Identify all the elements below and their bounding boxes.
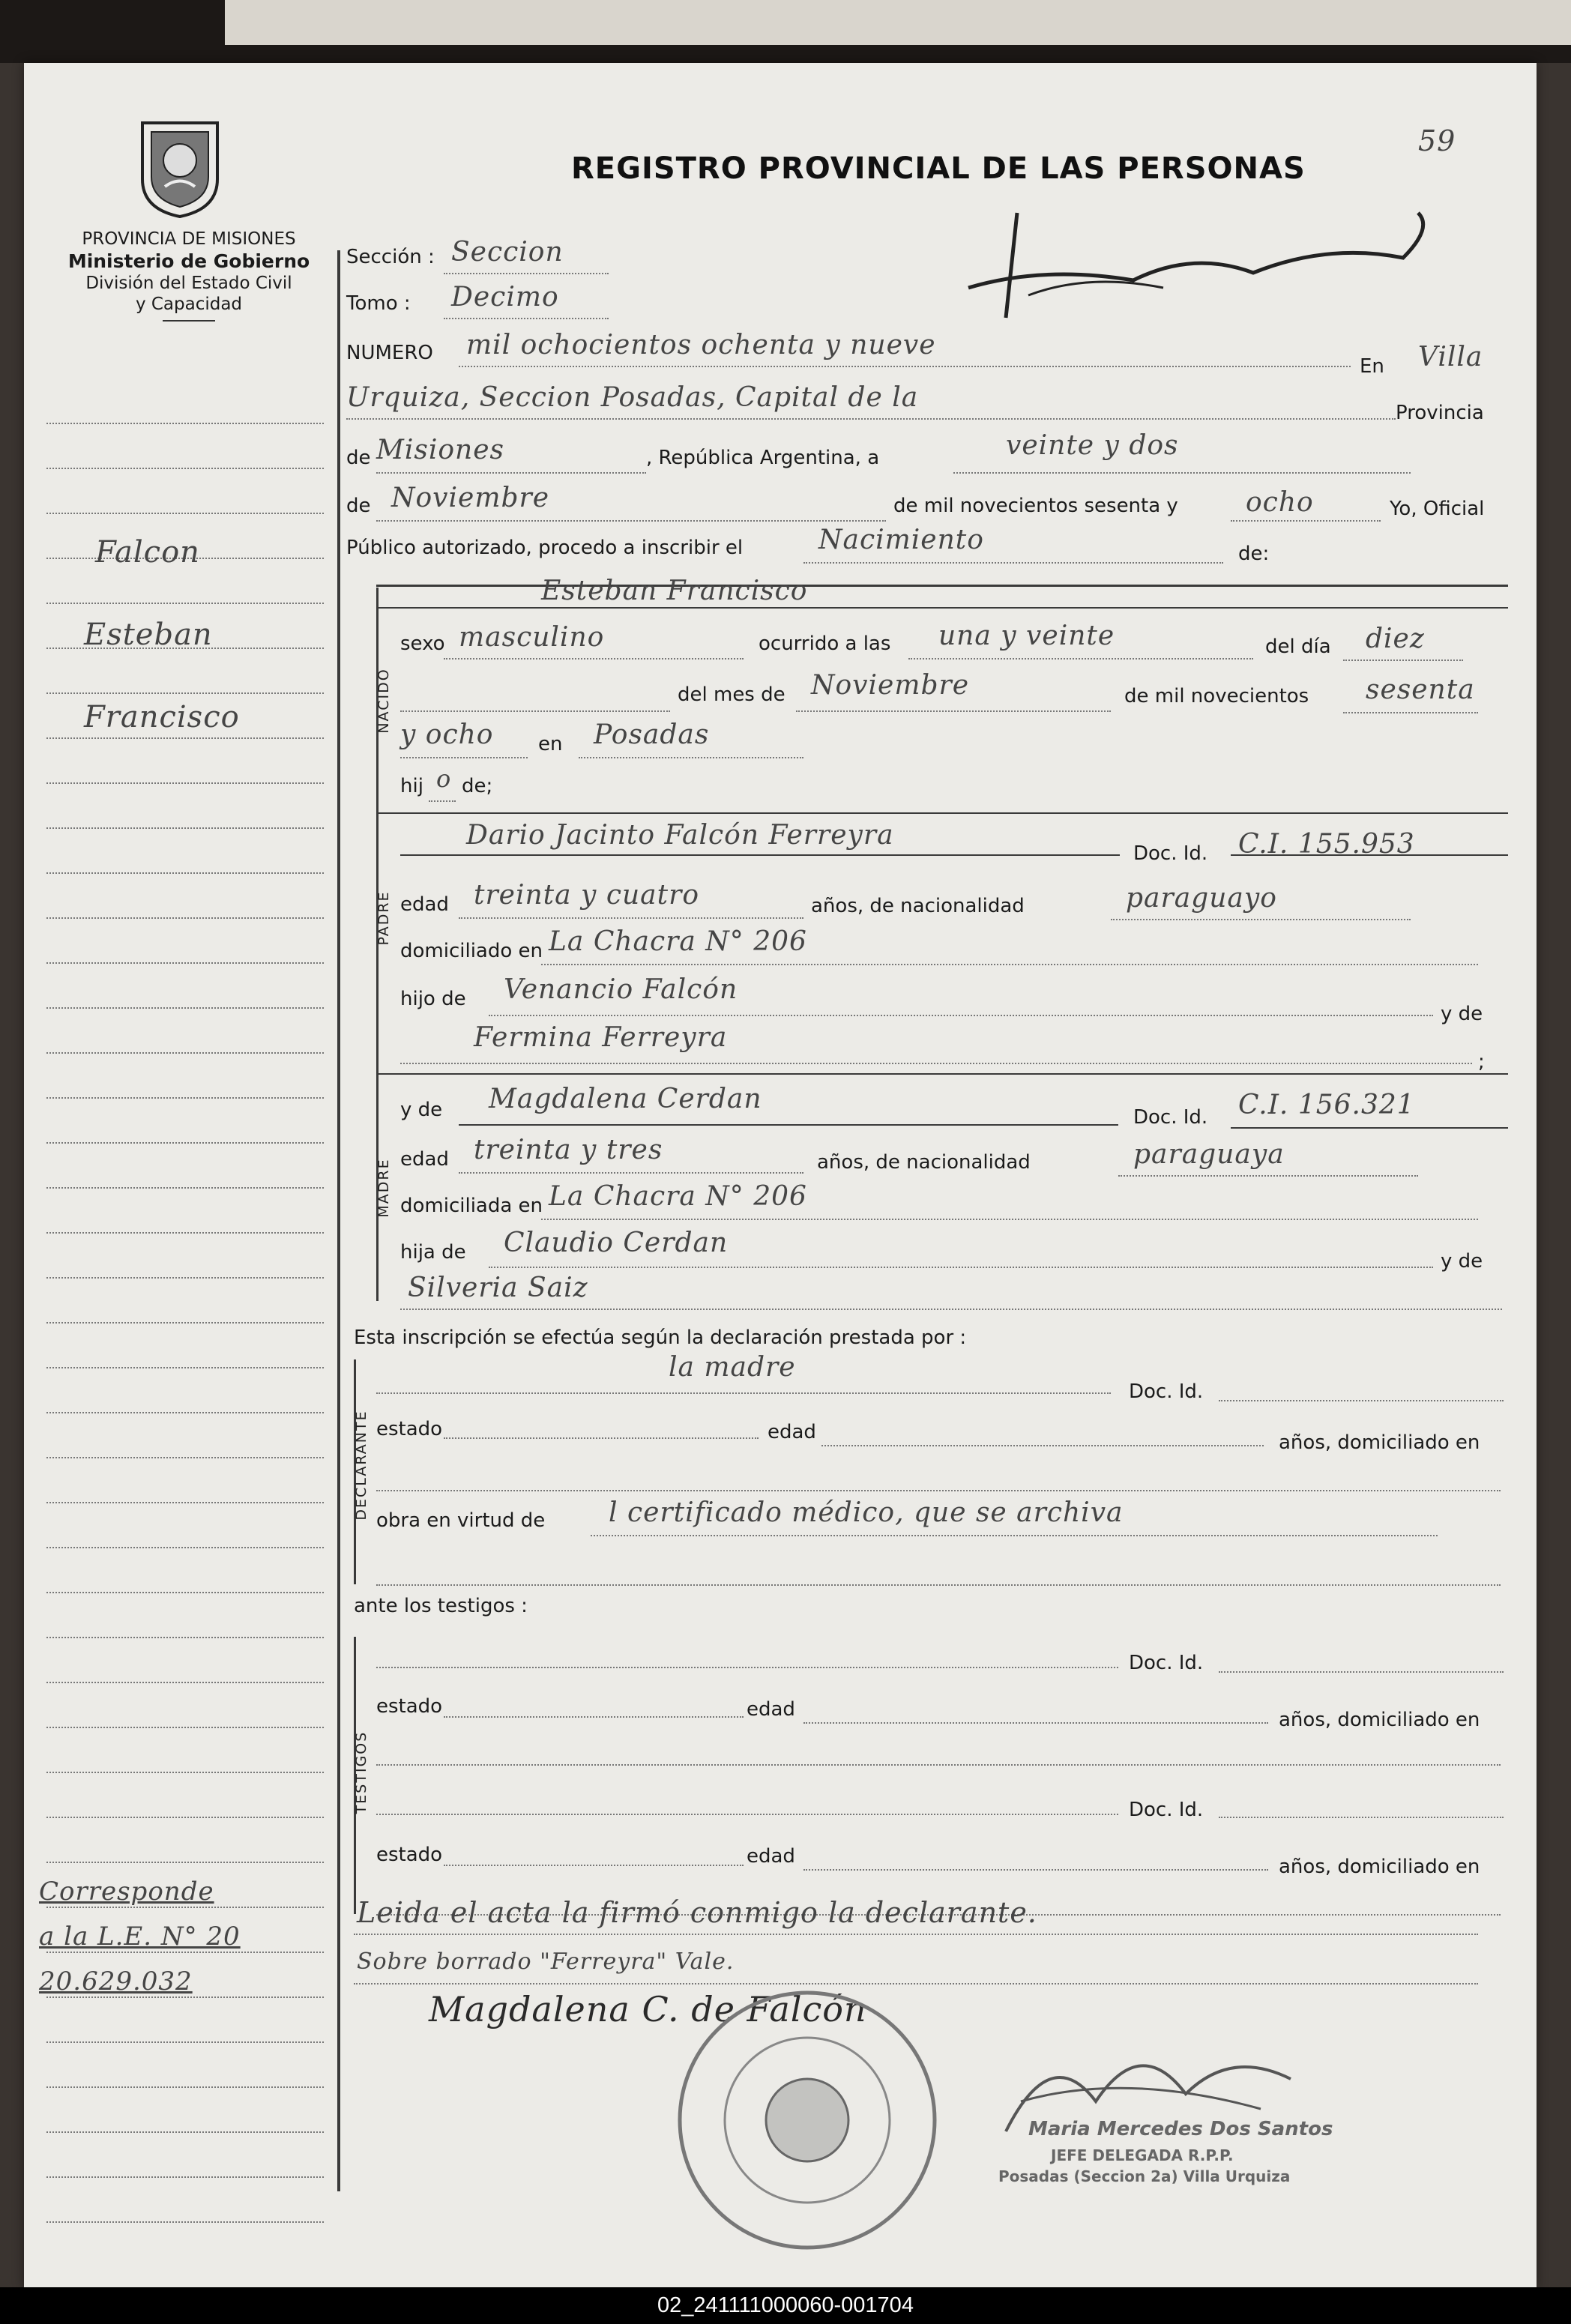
madre-doc-value: C.I. 156.321 bbox=[1238, 1090, 1415, 1120]
testigo1-estado-label: estado bbox=[376, 1695, 443, 1718]
leida-line-2: Sobre borrado "Ferreyra" Vale. bbox=[357, 1949, 735, 1975]
padre-y-de-label: y de bbox=[1441, 1003, 1483, 1025]
madre-y-de-label: y de bbox=[400, 1099, 443, 1121]
en-value: Villa bbox=[1418, 342, 1483, 372]
margin-corr-3: 20.629.032 bbox=[39, 1967, 193, 1996]
margin-rule bbox=[46, 1996, 324, 1998]
capacity-label: y Capacidad bbox=[135, 295, 243, 314]
obra-value: l certificado médico, que se archiva bbox=[609, 1497, 1124, 1528]
page-number: 59 bbox=[1418, 124, 1456, 157]
margin-name-1: Esteban bbox=[84, 618, 213, 652]
hora-value: una y veinte bbox=[938, 621, 1115, 651]
margin-rule bbox=[46, 737, 324, 739]
margin-rule bbox=[46, 1412, 324, 1413]
division-label: División del Estado Civil bbox=[85, 274, 292, 293]
seccion-label: Sección : bbox=[346, 246, 435, 268]
nombre-value: Esteban Francisco bbox=[541, 576, 808, 606]
margin-surname: Falcon bbox=[95, 535, 200, 570]
mil-nov-label: de mil novecientos bbox=[1124, 685, 1309, 707]
mes-value: Noviembre bbox=[391, 483, 550, 513]
testigo1-doc-label: Doc. Id. bbox=[1129, 1652, 1204, 1674]
hij-label: hij bbox=[400, 775, 423, 797]
margin-rule bbox=[46, 2176, 324, 2178]
padre-dom-value: La Chacra N° 206 bbox=[549, 926, 807, 957]
margin-rule bbox=[46, 603, 324, 604]
madre-hija-value: Claudio Cerdan bbox=[504, 1228, 729, 1258]
margin-rule bbox=[46, 1457, 324, 1458]
republica-label: , República Argentina, a bbox=[646, 447, 880, 469]
official-seal-icon bbox=[669, 1982, 946, 2259]
margin-rule bbox=[46, 872, 324, 874]
official-name: Maria Mercedes Dos Santos bbox=[1028, 2118, 1333, 2140]
footer-id: 02_241111000060-001704 bbox=[0, 2287, 1571, 2324]
sexo-value: masculino bbox=[459, 622, 605, 653]
declarante-anos-label: años, domiciliado en bbox=[1279, 1431, 1480, 1454]
padre-hijo-label: hijo de bbox=[400, 988, 466, 1010]
issuer-header bbox=[39, 229, 339, 322]
de-semi-label: de; bbox=[462, 775, 493, 797]
acto-value: Nacimiento bbox=[818, 525, 984, 555]
margin-rule bbox=[46, 1592, 324, 1593]
margin-rule bbox=[46, 827, 324, 829]
sexo-label: sexo bbox=[400, 633, 445, 655]
margin-rule bbox=[46, 1817, 324, 1818]
province-label: PROVINCIA DE MISIONES bbox=[82, 229, 296, 249]
margin-rule bbox=[46, 1277, 324, 1279]
top-strip bbox=[0, 0, 1571, 63]
provincia-value: Misiones bbox=[376, 435, 505, 465]
coat-of-arms-icon bbox=[135, 115, 225, 220]
de-colon-label: de: bbox=[1238, 543, 1270, 565]
margin-rule bbox=[46, 2131, 324, 2133]
firma-declarante: Magdalena C. de Falcón bbox=[429, 1989, 867, 2029]
official-office: Posadas (Seccion 2a) Villa Urquiza bbox=[998, 2167, 1291, 2185]
dia-nac-value: diez bbox=[1366, 624, 1425, 654]
padre-doc-label: Doc. Id. bbox=[1133, 842, 1208, 865]
del-mes-label: del mes de bbox=[678, 683, 786, 706]
numero-value: mil ochocientos ochenta y nueve bbox=[466, 330, 936, 360]
margin-rule bbox=[46, 782, 324, 784]
nacido-section-label: NACIDO bbox=[376, 668, 392, 734]
tomo-label: Tomo : bbox=[346, 292, 411, 315]
madre-dom-label: domiciliada en bbox=[400, 1195, 543, 1217]
margin-rule bbox=[46, 1862, 324, 1863]
margin-rule bbox=[46, 1907, 324, 1908]
hij-suffix: o bbox=[436, 764, 452, 793]
margin-rule bbox=[46, 1322, 324, 1324]
provincia-label: Provincia bbox=[1396, 402, 1484, 424]
official-role: JEFE DELEGADA R.P.P. bbox=[1051, 2146, 1234, 2164]
madre-doc-label: Doc. Id. bbox=[1133, 1106, 1208, 1129]
leida-line-1: Leida el acta la firmó conmigo la declarante. bbox=[357, 1896, 1037, 1929]
margin-rule bbox=[46, 468, 324, 469]
declarante-section-label: DECLARANTE bbox=[353, 1410, 370, 1521]
de-label: de bbox=[346, 447, 371, 469]
dia-value: veinte y dos bbox=[1006, 430, 1179, 461]
declarante-edad-label: edad bbox=[768, 1421, 816, 1443]
yo-oficial-label: Yo, Oficial bbox=[1390, 498, 1485, 520]
margin-divider bbox=[337, 250, 340, 2191]
padre-nombre-value: Dario Jacinto Falcón Ferreyra bbox=[466, 820, 894, 851]
anio-nac-1-value: sesenta bbox=[1366, 674, 1475, 705]
testigo2-doc-label: Doc. Id. bbox=[1129, 1799, 1204, 1821]
padre-doc-value: C.I. 155.953 bbox=[1238, 829, 1415, 860]
madre-edad-label: edad bbox=[400, 1148, 449, 1171]
testigo2-anos-label: años, domiciliado en bbox=[1279, 1856, 1480, 1878]
margin-rule bbox=[46, 692, 324, 694]
testigo1-anos-label: años, domiciliado en bbox=[1279, 1709, 1480, 1731]
en-label: En bbox=[1360, 355, 1384, 378]
madre-nombre-value: Magdalena Cerdan bbox=[489, 1084, 762, 1114]
lugar-nac-value: Posadas bbox=[594, 719, 710, 750]
margin-rule bbox=[46, 1367, 324, 1368]
margin-rule bbox=[46, 1637, 324, 1638]
ante-label: ante los testigos : bbox=[354, 1595, 528, 1617]
madre-edad-value: treinta y tres bbox=[474, 1135, 663, 1165]
margin-rule bbox=[46, 1232, 324, 1234]
margin-rule bbox=[46, 2221, 324, 2223]
en2-label: en bbox=[538, 733, 563, 755]
margin-rule bbox=[46, 2086, 324, 2088]
page-title: REGISTRO PROVINCIAL DE LAS PERSONAS bbox=[571, 151, 1306, 186]
anio-value: ocho bbox=[1246, 487, 1314, 518]
testigos-section-label: TESTIGOS bbox=[353, 1730, 370, 1814]
margin-rule bbox=[46, 917, 324, 919]
testigo2-estado-label: estado bbox=[376, 1844, 443, 1866]
margin-corr-1: Corresponde bbox=[39, 1877, 214, 1907]
margin-rule bbox=[46, 962, 324, 964]
madre-y-de-label-2: y de bbox=[1441, 1250, 1483, 1273]
esta-insc-label: Esta inscripción se efectúa según la declaración prestada por : bbox=[354, 1327, 967, 1349]
de2-label: de bbox=[346, 495, 371, 517]
ministry-label: Ministerio de Gobierno bbox=[67, 250, 310, 272]
margin-rule bbox=[46, 1502, 324, 1503]
obra-label: obra en virtud de bbox=[376, 1509, 546, 1532]
declarante-value: la madre bbox=[669, 1352, 796, 1383]
mes-nac-value: Noviembre bbox=[811, 670, 970, 701]
publico-label: Público autorizado, procedo a inscribir el bbox=[346, 537, 744, 559]
padre-nac-value: paraguayo bbox=[1126, 883, 1277, 914]
padre-dom-label: domiciliado en bbox=[400, 940, 543, 962]
anio-nac-2-value: y ocho bbox=[400, 719, 494, 750]
madre-dom-value: La Chacra N° 206 bbox=[549, 1181, 807, 1212]
lugar-value: Urquiza, Seccion Posadas, Capital de la bbox=[346, 382, 919, 413]
padre-edad-label: edad bbox=[400, 893, 449, 916]
margin-rule bbox=[46, 1007, 324, 1009]
madre-nac-label: años, de nacionalidad bbox=[817, 1151, 1031, 1174]
margin-rule bbox=[46, 2041, 324, 2043]
registry-page bbox=[24, 63, 1537, 2287]
numero-label: NUMERO bbox=[346, 342, 433, 364]
del-dia-label: del día bbox=[1265, 636, 1331, 658]
testigo2-edad-label: edad bbox=[747, 1845, 795, 1868]
madre-hija-label: hija de bbox=[400, 1241, 466, 1264]
margin-rule bbox=[46, 1547, 324, 1548]
margin-rule bbox=[46, 423, 324, 424]
margin-rule bbox=[46, 1682, 324, 1683]
padre-nac-label: años, de nacionalidad bbox=[811, 895, 1025, 917]
signature-top bbox=[938, 198, 1448, 325]
tomo-value: Decimo bbox=[451, 282, 559, 313]
margin-rule bbox=[46, 1727, 324, 1728]
margin-rule bbox=[46, 513, 324, 514]
padre-y-de-value: Fermina Ferreyra bbox=[474, 1022, 728, 1053]
margin-rule bbox=[46, 1952, 324, 1953]
margin-corr-2: a la L.E. N° 20 bbox=[39, 1922, 241, 1952]
seccion-value: Seccion bbox=[451, 237, 564, 268]
declarante-doc-label: Doc. Id. bbox=[1129, 1380, 1204, 1403]
padre-semicolon: ; bbox=[1478, 1051, 1485, 1073]
declarante-estado-label: estado bbox=[376, 1418, 443, 1440]
madre-section-label: MADRE bbox=[376, 1158, 392, 1218]
margin-rule bbox=[46, 1097, 324, 1099]
ocurrido-label: ocurrido a las bbox=[759, 633, 891, 655]
padre-edad-value: treinta y cuatro bbox=[474, 880, 699, 911]
margin-rule bbox=[46, 1142, 324, 1144]
mil-sesenta-label: de mil novecientos sesenta y bbox=[893, 495, 1178, 517]
margin-rule bbox=[46, 1052, 324, 1054]
madre-y-de-value: Silveria Saiz bbox=[408, 1273, 588, 1303]
padre-section-label: PADRE bbox=[376, 890, 392, 946]
margin-name-2: Francisco bbox=[84, 700, 240, 734]
margin-rule bbox=[46, 1772, 324, 1773]
madre-nac-value: paraguaya bbox=[1133, 1139, 1285, 1170]
padre-hijo-value: Venancio Falcón bbox=[504, 974, 738, 1005]
testigo1-edad-label: edad bbox=[747, 1698, 795, 1721]
margin-rule bbox=[46, 1187, 324, 1189]
